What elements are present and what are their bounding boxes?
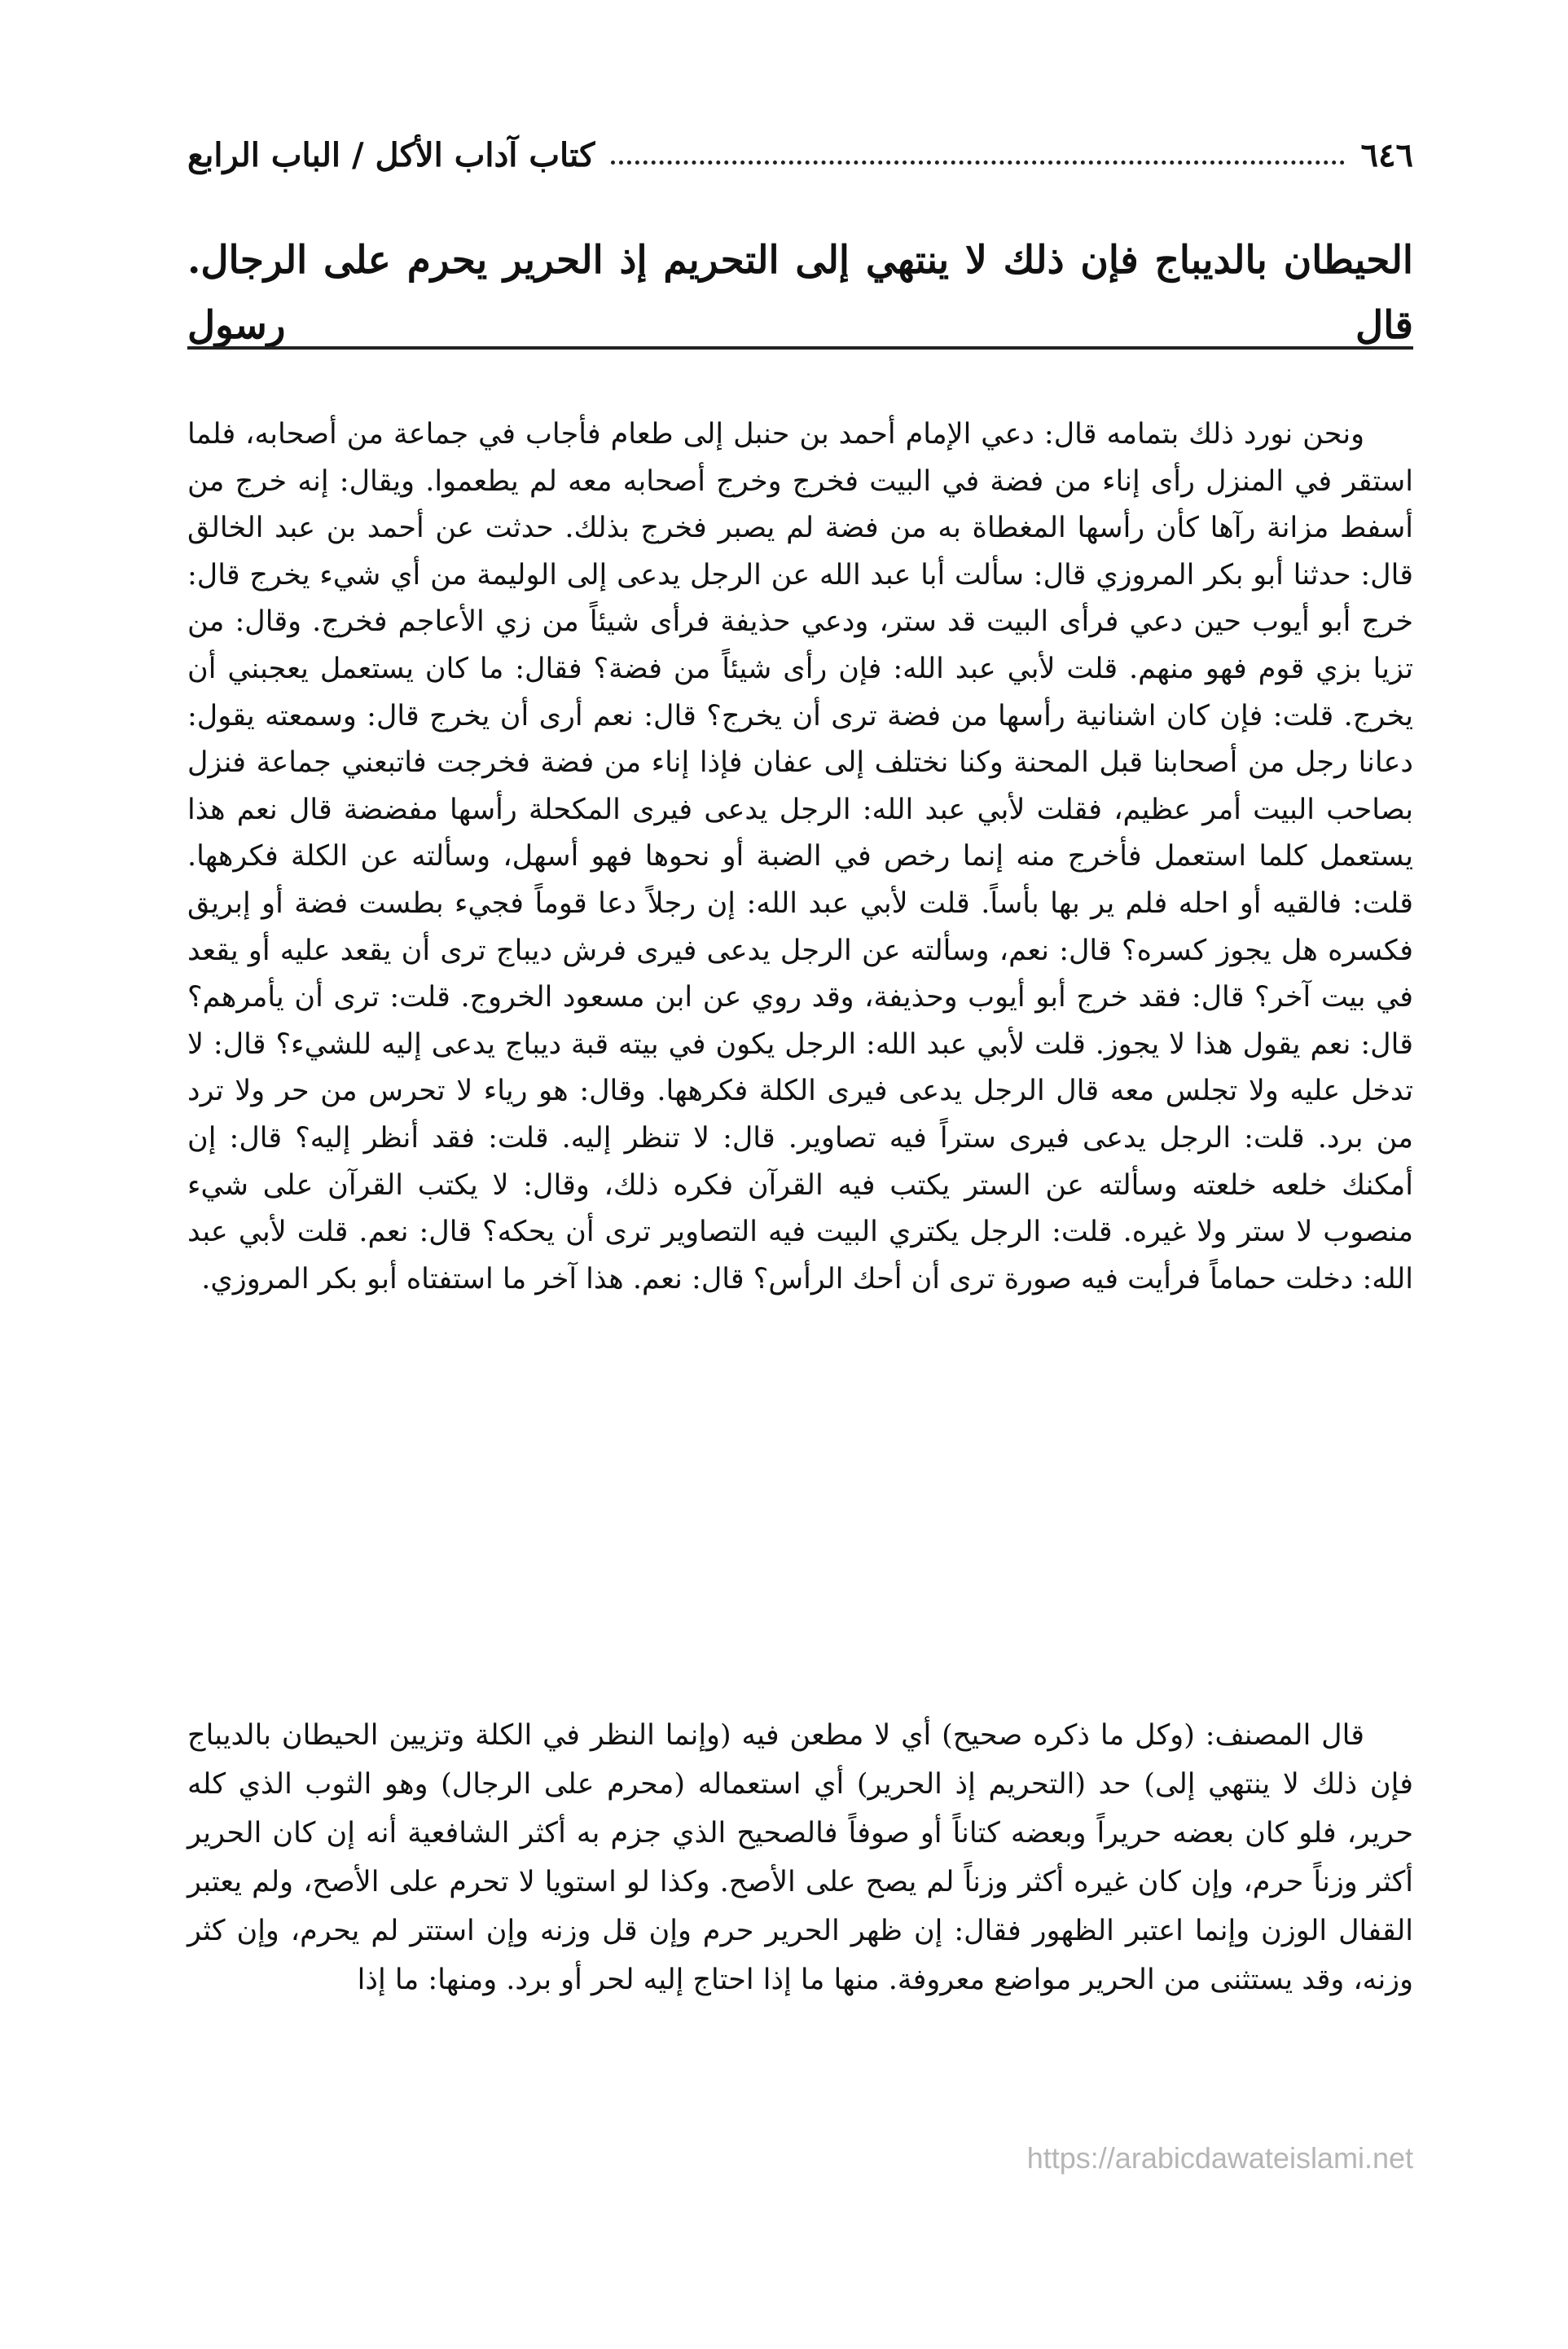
matn-text: الحيطان بالديباج فإن ذلك لا ينتهي إلى التحريم إذ الحرير يحرم على الرجال. قال رسول	[187, 238, 1413, 348]
running-title: كتاب آداب الأكل / الباب الرابع	[187, 135, 595, 174]
separator-rule	[187, 346, 1413, 350]
commentary-block-2	[187, 1711, 1413, 2004]
page-header	[187, 130, 1413, 179]
page-number: ٦٤٦	[1360, 135, 1413, 174]
watermark-url: https://arabicdawateislami.net	[1026, 2141, 1413, 2175]
commentary-block-1	[187, 411, 1413, 1303]
dotted-leader	[611, 161, 1344, 165]
commentary-paragraph: قال المصنف: (وكل ما ذكره صحيح) أي لا مطعن فيه (وإنما النظر في الكلة وتزيين الحيطان بالديباج فإن ذلك لا ينتهي إلى) حد (التحريم إذ الحرير) أي استعماله (محرم على الرجال) وهو الثوب الذي كله حرير، فلو كان بعضه حريراً وبعضه كتاناً أو صوفاً فالصحيح الذي جزم به أكثر الشافعية أنه إن كان الحرير أكثر وزناً حرم، وإن كان غيره أكثر وزناً لم يصح على الأصح. وكذا لو استويا لا تحرم على الأصح، ولم يعتبر القفال الوزن وإنما اعتبر الظهور فقال: إن ظهر الحرير حرم وإن قل وزنه وإن استتر لم يحرم، وإن كثر وزنه، وقد يستثنى من الحرير مواضع معروفة. منها ما إذا احتاج إليه لحر أو برد. ومنها: ما إذا	[187, 1719, 1413, 1996]
commentary-paragraph: ونحن نورد ذلك بتمامه قال: دعي الإمام أحمد بن حنبل إلى طعام فأجاب في جماعة من أصحابه، فلما استقر في المنزل رأى إناء من فضة في البيت فخرج وخرج أصحابه معه لم يطعموا. ويقال: إنه خرج من أسفط مزانة رآها كأن رأسها المغطاة به من فضة لم يصبر فخرج بذلك. حدثت عن أحمد بن عبد الخالق قال: حدثنا أبو بكر المروزي قال: سألت أبا عبد الله عن الرجل يدعى إلى الوليمة من أي شيء يخرج قال: خرج أبو أيوب حين دعي فرأى البيت قد ستر، ودعي حذيفة فرأى شيئاً من زي الأعاجم فخرج. وقال: من تزيا بزي قوم فهو منهم. قلت لأبي عبد الله: فإن رأى شيئاً من فضة؟ فقال: ما كان يستعمل يعجبني أن يخرج. قلت: فإن كان اشنانية رأسها من فضة ترى أن يخرج؟ قال: نعم أرى أن يخرج قال: وسمعته يقول: دعانا رجل من أصحابنا قبل المحنة وكنا نختلف إلى عفان فإذا إناء من فضة فخرجت فاتبعني جماعة فنزل بصاحب البيت أمر عظيم، فقلت لأبي عبد الله: الرجل يدعى فيرى المكحلة رأسها مفضضة قال نعم هذا يستعمل كلما استعمل فأخرج منه إنما رخص في الضبة أو نحوها فهو أسهل، وسألته عن الكلة فكرهها. قلت: فالقيه أو احله فلم ير بها بأساً. قلت لأبي عبد الله: إن رجلاً دعا قوماً فجيء بطست فضة أو إبريق فكسره هل يجوز كسره؟ قال: نعم، وسألته عن الرجل يدعى فيرى فرش ديباج ترى أن يقعد عليه أو يقعد في بيت آخر؟ قال: فقد خرج أبو أيوب وحذيفة، وقد روي عن ابن مسعود الخروج. قلت: ترى أن يأمرهم؟ قال: نعم يقول هذا لا يجوز. قلت لأبي عبد الله: الرجل يكون في بيته قبة ديباج يدعى إليه للشيء؟ قال: لا تدخل عليه ولا تجلس معه قال الرجل يدعى فيرى الكلة فكرهها. وقال: هو رياء لا تحرس من حر ولا ترد من برد. قلت: الرجل يدعى فيرى ستراً فيه تصاوير. قال: لا تنظر إليه. قلت: فقد أنظر إليه؟ قال: إن أمكنك خلعه خلعته وسألته عن الستر يكتب فيه القرآن فكره ذلك، وقال: لا يكتب القرآن على شيء منصوب لا ستر ولا غيره. قلت: الرجل يكتري البيت فيه التصاوير ترى أن يحكه؟ قال: نعم. قلت لأبي عبد الله: دخلت حماماً فرأيت فيه صورة ترى أن أحك الرأس؟ قال: نعم. هذا آخر ما استفتاه أبو بكر المروزي.	[187, 418, 1413, 1295]
